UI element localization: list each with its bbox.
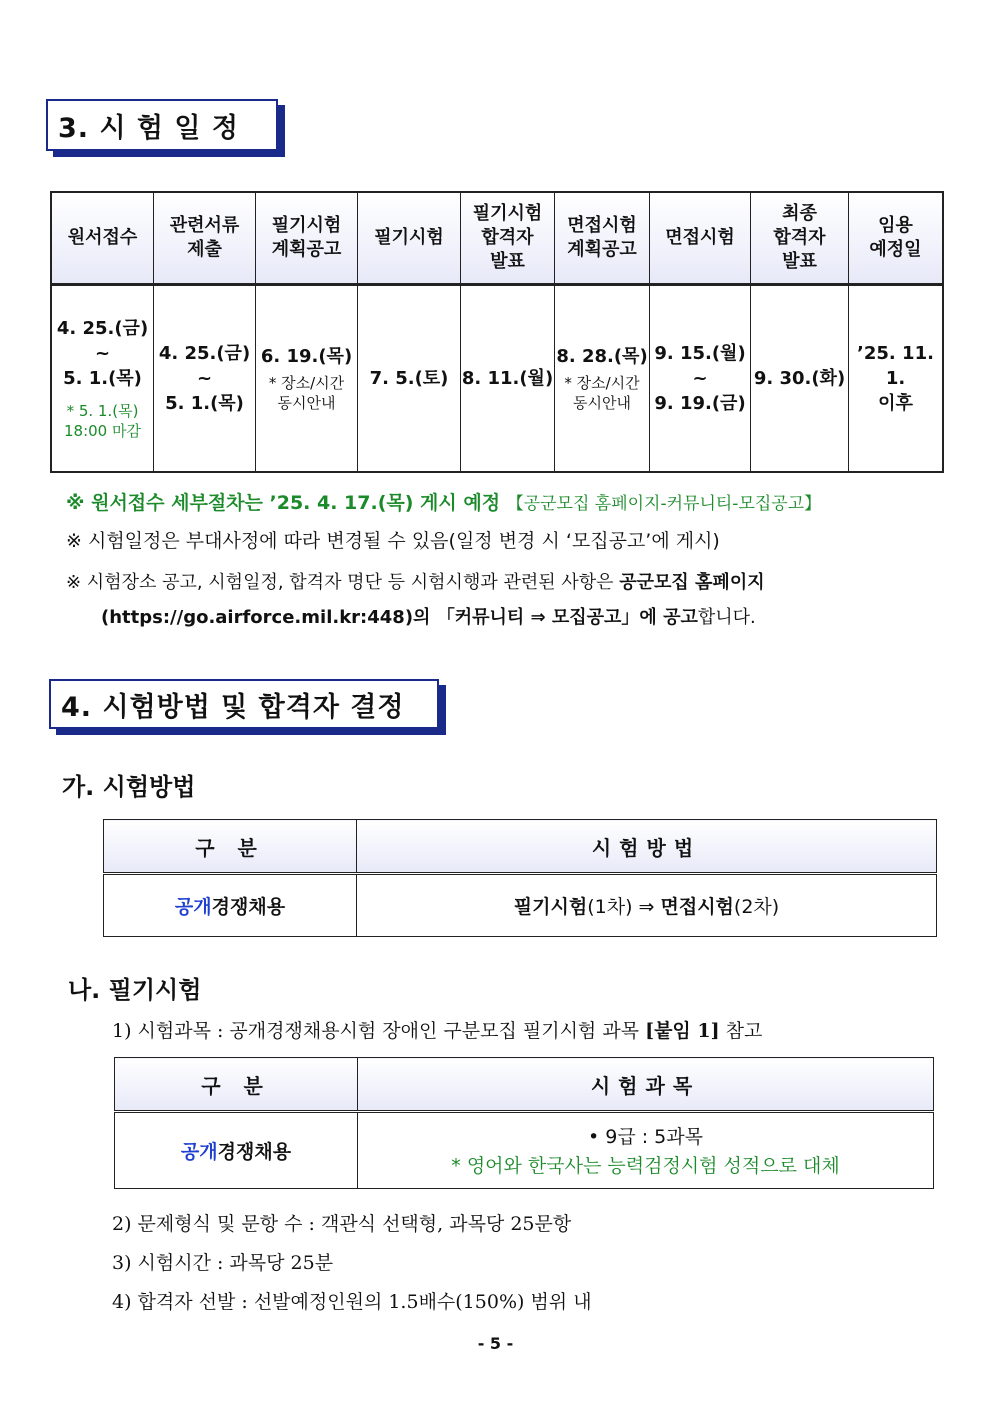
cell-apply <box>51 284 154 472</box>
interview-plan-note2: 동시안내 <box>573 393 631 412</box>
item1-a: 1) 시험과목 : 공개경쟁채용시험 장애인 구분모집 필기시험 과목 <box>112 1020 646 1042</box>
method-hdr-method: 시험방법 <box>357 820 937 874</box>
written-plan-note1: * 장소/시간 <box>268 373 345 392</box>
method-m2: (1차) ⇒ <box>587 896 661 918</box>
cell-appoint <box>849 284 944 472</box>
section4-title: 4. 시험방법 및 합격자 결정 <box>49 679 439 729</box>
interview-tilde: ~ <box>692 367 708 389</box>
hdr-written-plan: 필기시험 계획공고 <box>256 192 358 284</box>
method-table <box>103 819 937 937</box>
interview-to: 9. 19.(금) <box>654 392 746 414</box>
method-m1: 필기시험 <box>513 896 588 918</box>
hdr-final-pass: 최종 합격자 발표 <box>751 192 849 284</box>
interview-from: 9. 15.(월) <box>654 342 746 364</box>
cell-interview-plan <box>555 284 650 472</box>
written-item4: 4) 합격자 선발 : 선발예정인원의 1.5배수(150%) 범위 내 <box>112 1291 592 1313</box>
section3-title: 3. 시 험 일 정 <box>46 99 278 151</box>
hdr-written: 필기시험 <box>358 192 461 284</box>
apply-to: 5. 1.(목) <box>63 367 142 389</box>
apply-note1: * 5. 1.(목) <box>66 401 139 420</box>
cell-final-pass: 9. 30.(화) <box>751 284 849 472</box>
note-announcement-cont <box>101 605 756 631</box>
docs-tilde: ~ <box>196 367 213 389</box>
written-item1 <box>112 1016 762 1043</box>
method-cat-blue: 공개 <box>174 896 212 918</box>
note-apply-procedure <box>66 490 821 517</box>
apply-tilde: ~ <box>94 342 111 364</box>
subject-row-detail <box>358 1112 934 1189</box>
docs-from: 4. 25.(금) <box>158 342 251 364</box>
written-subtitle: 나. 필기시험 <box>68 976 202 1004</box>
hdr-written-pass: 필기시험 합격자 발표 <box>461 192 555 284</box>
appoint-date: ’25. 11. 1. <box>857 342 934 389</box>
written-item3: 3) 시험시간 : 과목당 25분 <box>112 1252 334 1274</box>
written-item2: 2) 문제형식 및 문항 수 : 객관식 선택형, 과목당 25문항 <box>112 1213 572 1235</box>
subject-row-category <box>115 1112 358 1189</box>
hdr-docs: 관련서류 제출 <box>154 192 256 284</box>
note3-b: 공군모집 홈페이지 <box>619 572 765 593</box>
method-m3: 면접시험 <box>660 896 734 918</box>
cell-written-plan <box>256 284 358 472</box>
subject-cat-rest: 경쟁채용 <box>217 1141 292 1163</box>
note1-bracket: 【공군모집 홈페이지-커뮤니티-모집공고】 <box>506 494 822 514</box>
interview-plan-date: 8. 28.(목) <box>556 345 648 367</box>
note3-d: 합니다. <box>697 607 756 628</box>
subject-hdr-category: 구 분 <box>115 1058 358 1112</box>
appoint-after: 이후 <box>878 392 913 414</box>
hdr-appoint: 임용 예정일 <box>849 192 944 284</box>
subject-count: • 9급 : 5과목 <box>588 1125 703 1148</box>
cell-docs <box>154 284 256 472</box>
item1-b: [붙임 1] <box>645 1020 720 1042</box>
method-row-method <box>357 874 937 937</box>
schedule-table <box>50 191 944 473</box>
subject-cat-blue: 공개 <box>180 1141 218 1163</box>
apply-note2: 18:00 마감 <box>64 421 141 440</box>
method-m4: (2차) <box>733 896 780 918</box>
interview-plan-note1: * 장소/시간 <box>564 373 640 392</box>
note3-a: ※ 시험장소 공고, 시험일정, 합격자 명단 등 시험시행과 관련된 사항은 <box>66 572 620 593</box>
subject-hdr-subject: 시험과목 <box>358 1058 934 1112</box>
subject-table <box>114 1057 934 1189</box>
cell-written: 7. 5.(토) <box>358 284 461 472</box>
hdr-interview: 면접시험 <box>650 192 751 284</box>
note-schedule-change: ※ 시험일정은 부대사정에 따라 변경될 수 있음(일정 변경 시 ‘모집공고’에 게시) <box>66 530 720 552</box>
subject-note: * 영어와 한국사는 능력검정시험 성적으로 대체 <box>451 1154 840 1177</box>
note3-c: (https://go.airforce.mil.kr:448)의 「커뮤니티 ⇒ 모집공고」에 공고 <box>101 607 698 628</box>
written-plan-note2: 동시안내 <box>277 393 336 412</box>
method-row-category <box>104 874 357 937</box>
written-plan-date: 6. 19.(목) <box>260 345 353 367</box>
page-number: - 5 - <box>477 1334 514 1353</box>
item1-c: 참고 <box>719 1020 763 1042</box>
hdr-apply: 원서접수 <box>51 192 154 284</box>
cell-interview <box>650 284 751 472</box>
docs-to: 5. 1.(목) <box>165 392 244 414</box>
method-hdr-category: 구 분 <box>104 820 357 874</box>
method-cat-rest: 경쟁채용 <box>211 896 286 918</box>
apply-from: 4. 25.(금) <box>56 317 149 339</box>
cell-written-pass: 8. 11.(월) <box>461 284 555 472</box>
hdr-interview-plan: 면접시험 계획공고 <box>555 192 650 284</box>
note1-main: ※ 원서접수 세부절차는 ’25. 4. 17.(목) 게시 예정 <box>66 492 501 514</box>
note-announcement <box>66 570 765 596</box>
method-subtitle: 가. 시험방법 <box>62 773 196 801</box>
